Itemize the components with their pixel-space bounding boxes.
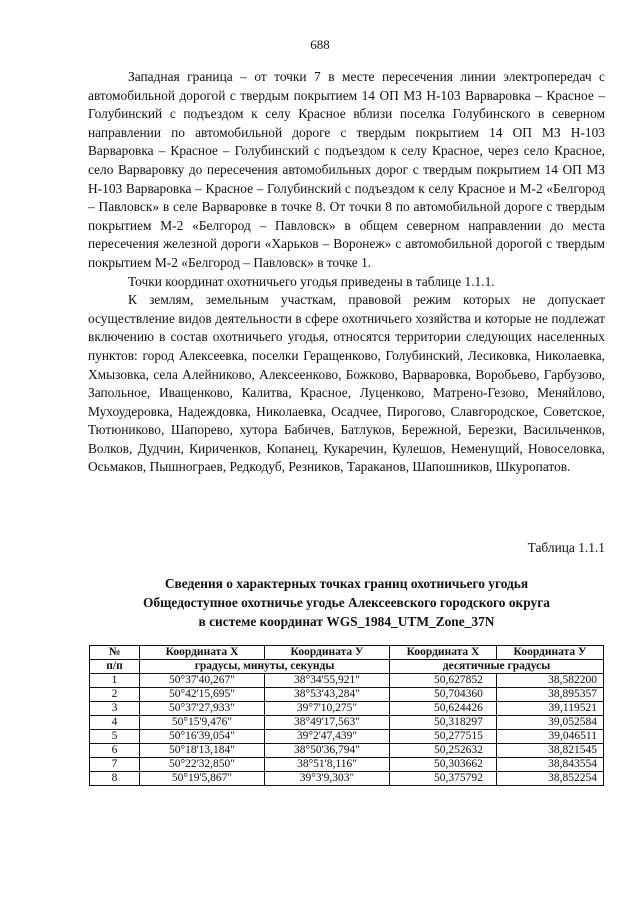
cell-number: 2	[90, 688, 140, 702]
header-coord-y-dms: Координата У	[265, 646, 390, 660]
header-coord-x-dms: Координата X	[140, 646, 265, 660]
cell-coord-y-dec: 38,843554	[497, 758, 604, 772]
table-title-line-1: Сведения о характерных точках границ охотничьего угодья	[164, 576, 529, 591]
table-row	[90, 744, 604, 758]
table-row	[90, 716, 604, 730]
cell-coord-x-dec: 50,318297	[390, 716, 497, 730]
header-pp: п/п	[90, 660, 140, 674]
cell-coord-x-dec: 50,375792	[390, 772, 497, 786]
table-header-row	[90, 646, 604, 660]
table-row	[90, 702, 604, 716]
paragraph-western-border: Западная граница – от точки 7 в месте пересечения линии электропередач с автомобильной дорогой с твердым покрытием 14 ОП МЗ Н-103 Варваровка – Красное – Голубинский с подъездом к селу Красное вблизи поселка Голубинского в северном направлении по автомобильной дороге с твердым покрытием 14 ОП МЗ Н-103 Варваровка – Красное – Голубинский с подъездом к селу Красное, через село Красное, село Варваровку до пересечения автомобильных дорог с твердым покрытием 14 ОП МЗ Н-103 Варваровка – Красное – Голубинский с подъездом к селу Красное и М-2 «Белгород – Павловск» в селе Варваровке в точке 8. От точки 8 по автомобильной дороге с твердым покрытием М-2 «Белгород – Павловск» в общем северном направлении до места пересечения железной дороги «Харьков – Воронеж» с автомобильной дорогой с твердым покрытием М-2 «Белгород – Павловск» в точке 1.	[88, 69, 605, 270]
cell-coord-x-dms: 50°37'40,267"	[140, 674, 265, 688]
table-title	[88, 574, 605, 631]
cell-coord-y-dec: 39,119521	[497, 702, 604, 716]
cell-coord-x-dec: 50,627852	[390, 674, 497, 688]
table-row	[90, 772, 604, 786]
table-row	[90, 758, 604, 772]
header-coord-x-dec: Координата X	[390, 646, 497, 660]
table-title-line-2: Общедоступное охотничье угодье Алексеевского городского округа	[143, 595, 550, 610]
header-dec-units: десятичные градусы	[390, 660, 604, 674]
cell-coord-x-dec: 50,624426	[390, 702, 497, 716]
cell-coord-x-dec: 50,277515	[390, 730, 497, 744]
header-dms-units: градусы, минуты, секунды	[140, 660, 390, 674]
table-caption: Таблица 1.1.1	[527, 540, 605, 555]
coordinates-table	[89, 645, 604, 786]
cell-coord-y-dms: 38°34'55,921"	[265, 674, 390, 688]
cell-coord-y-dms: 39°3'9,303"	[265, 772, 390, 786]
table-row	[90, 674, 604, 688]
cell-coord-x-dec: 50,252632	[390, 744, 497, 758]
cell-coord-y-dec: 38,852254	[497, 772, 604, 786]
cell-coord-y-dec: 39,052584	[497, 716, 604, 730]
cell-coord-x-dms: 50°16'39,054"	[140, 730, 265, 744]
cell-number: 5	[90, 730, 140, 744]
cell-coord-y-dms: 39°2'47,439"	[265, 730, 390, 744]
cell-coord-x-dms: 50°19'5,867"	[140, 772, 265, 786]
cell-coord-y-dms: 38°53'43,284"	[265, 688, 390, 702]
cell-number: 7	[90, 758, 140, 772]
cell-coord-x-dms: 50°22'32,850"	[140, 758, 265, 772]
cell-coord-x-dec: 50,303662	[390, 758, 497, 772]
page-number: 688	[310, 37, 330, 52]
paragraph-table-reference: Точки координат охотничьего угодья приведены в таблице 1.1.1.	[128, 273, 495, 289]
cell-number: 1	[90, 674, 140, 688]
cell-coord-y-dms: 38°51'8,116"	[265, 758, 390, 772]
cell-coord-y-dec: 38,582200	[497, 674, 604, 688]
cell-coord-y-dec: 38,821545	[497, 744, 604, 758]
body-text	[88, 68, 605, 477]
cell-number: 3	[90, 702, 140, 716]
paragraph-excluded-lands: К землям, земельным участкам, правовой режим которых не допускает осуществление видов деятельности в сфере охотничьего хозяйства и которые не подлежат включению в состав охотничьего угодья, относятся территории следующих населенных пунктов: город Алексеевка, поселки Геращенково, Голубинский, Лесиковка, Николаевка, Хмызовка, села Алейниково, Алексеенково, Божково, Варваровка, Воробьево, Гарбузово, Запольное, Иващенково, Калитва, Красное, Луценково, Матрено-Гезово, Меняйлово, Мухоудеровка, Надеждовка, Николаевка, Осадчее, Пирогово, Славгородское, Советское, Тютюниково, Шапорево, хутора Бабичев, Батлуков, Бережной, Березки, Васильченков, Волков, Дудчин, Кириченков, Копанец, Кукаречин, Кулешов, Неменущий, Новоселовка, Осьмаков, Пышнограев, Редкодуб, Резников, Тараканов, Шапошников, Шкуропатов.	[88, 292, 605, 475]
cell-coord-y-dec: 38,895357	[497, 688, 604, 702]
cell-number: 8	[90, 772, 140, 786]
cell-coord-x-dms: 50°42'15,695"	[140, 688, 265, 702]
header-number: №	[90, 646, 140, 660]
cell-number: 6	[90, 744, 140, 758]
cell-coord-x-dms: 50°37'27,933"	[140, 702, 265, 716]
cell-coord-y-dec: 39,046511	[497, 730, 604, 744]
table-subheader-row	[90, 660, 604, 674]
table-row	[90, 688, 604, 702]
table-row	[90, 730, 604, 744]
header-coord-y-dec: Координата У	[497, 646, 604, 660]
cell-coord-y-dms: 38°49'17,563"	[265, 716, 390, 730]
cell-coord-x-dms: 50°18'13,184"	[140, 744, 265, 758]
cell-number: 4	[90, 716, 140, 730]
cell-coord-y-dms: 38°50'36,794"	[265, 744, 390, 758]
cell-coord-y-dms: 39°7'10,275"	[265, 702, 390, 716]
cell-coord-x-dms: 50°15'9,476"	[140, 716, 265, 730]
table-title-line-3: в системе координат WGS_1984_UTM_Zone_37N	[198, 614, 495, 629]
cell-coord-x-dec: 50,704360	[390, 688, 497, 702]
